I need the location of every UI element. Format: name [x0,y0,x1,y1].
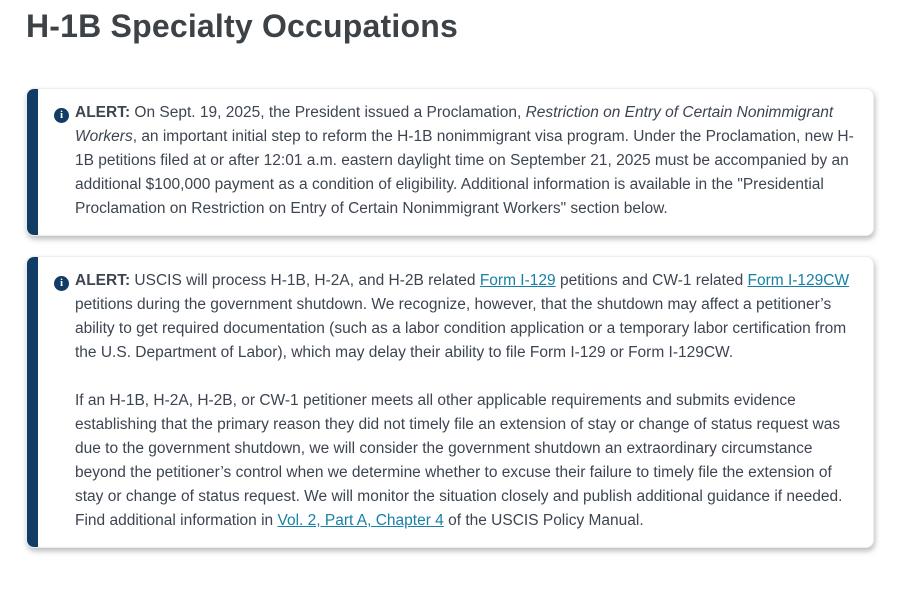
text-run: , an important initial step to reform the H-1B nonimmigrant visa program. Under the Proclamation, new H-1B petitions filed at or after 12:01 a.m. eastern daylight time on September 21, 2025 must be accompanied by an additional $100,000 payment as a condition of eligibility. Additional information is available in the "Presidential Proclamation on Restriction on Entry of Certain Nonimmigrant Workers" section below. [75,128,854,217]
form-i-129-link[interactable]: Form I-129 [479,272,556,289]
info-icon: i [54,276,69,291]
text-run: petitions and CW-1 related [555,272,748,289]
alert-accent-bar [27,89,38,235]
info-icon: i [54,108,69,123]
alert-label: ALERT: [75,272,131,289]
alert-text [75,269,855,533]
alert-box-proclamation [26,88,874,236]
alert-body [38,257,873,547]
text-run: of the USCIS Policy Manual. [443,512,644,529]
alert-paragraph [75,269,855,365]
alert-body [38,89,873,235]
page-title: H-1B Specialty Occupations [26,8,458,44]
alert-paragraph [75,101,855,221]
alert-label: ALERT: [75,104,131,121]
policy-manual-vol2-parta-chapter4-link[interactable]: Vol. 2, Part A, Chapter 4 [277,512,444,529]
alert-accent-bar [27,257,38,547]
text-run: On Sept. 19, 2025, the President issued a Proclamation, [130,104,526,121]
italic-title-text: Restriction on Entry of Certain Nonimmigrant Workers [75,104,834,145]
alert-paragraph [75,389,855,533]
alert-icon-column [54,101,75,123]
alert-text [75,101,855,221]
text-run: If an H-1B, H-2A, H-2B, or CW-1 petitioner meets all other applicable requirements and submits evidence establishing that the primary reason they did not timely file an extension of stay or change of status request was due to the government shutdown, we will consider the government shutdown an extraordinary circumstance beyond the petitioner’s control when we determine whether to excuse their failure to timely file the extension of stay or change of status request. We will monitor the situation closely and publish additional guidance if needed. Find additional information in [75,392,843,529]
text-run: petitions during the government shutdown. We recognize, however, that the shutdown may affect a petitioner’s ability to get required documentation (such as a labor condition application or a temporary labor certification from the U.S. Department of Labor), which may delay their ability to file Form I-129 or Form I-129CW. [75,296,847,361]
alert-icon-column [54,269,75,291]
alert-box-shutdown [26,256,874,548]
form-i-129cw-link[interactable]: Form I-129CW [747,272,850,289]
text-run: USCIS will process H-1B, H-2A, and H-2B related [130,272,480,289]
